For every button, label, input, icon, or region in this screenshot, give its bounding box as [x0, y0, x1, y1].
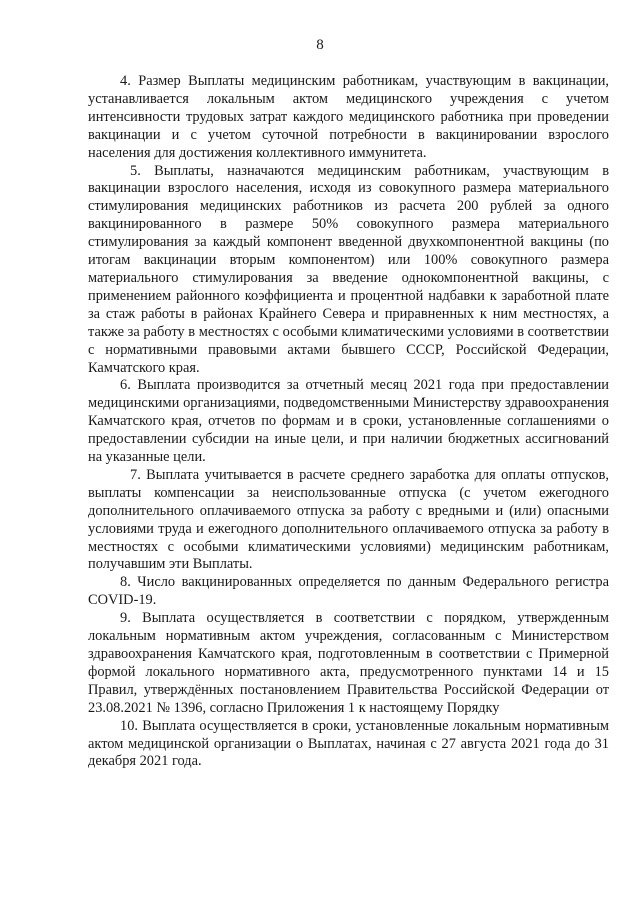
paragraph-7: 7. Выплата учитывается в расчете среднего заработка для оплаты отпусков, выплаты компенсации за неиспользованные отпуска (с учетом ежегодного дополнительного оплачиваемого отпуска за работу с вредными и (или) опасными условиями труда и ежегодного дополнительного оплачиваемого отпуска за работу в местностях с особыми климатическими условиями) медицинским работникам, получавшим эти Выплаты. [88, 466, 609, 573]
page-number: 8 [316, 37, 324, 53]
document-body [88, 73, 609, 771]
paragraph-6: 6. Выплата производится за отчетный месяц 2021 года при предоставлении медицинскими организациями, подведомственными Министерству здравоохранения Камчатского края, отчетов по формам и в сроки, установленные соглашениями о предоставлении субсидии на иные цели, и при наличии бюджетных ассигнований на указанные цели. [88, 377, 609, 466]
paragraph-8: 8. Число вакцинированных определяется по данным Федерального регистра COVID-19. [88, 574, 609, 609]
paragraph-10: 10. Выплата осуществляется в сроки, установленные локальным нормативным актом медицинской организации о Выплатах, начиная с 27 августа 2021 года до 31 декабря 2021 года. [88, 717, 609, 770]
paragraph-5: 5. Выплаты, назначаются медицинским работникам, участвующим в вакцинации взрослого населения, исходя из совокупного размера материального стимулирования медицинских работников из расчета 200 рублей за одного вакцинированного в размере 50% совокупного размера материального стимулирования за каждый компонент введенной двухкомпонентной вакцины (по итогам вакцинации вторым компонентом) или 100% совокупного размера материального стимулирования за введение однокомпонентной вакцины, с применением районного коэффициента и процентной надбавки к заработной плате за стаж работы в районах Крайнего Севера и приравненных к ним местностях, а также за работу в местностях с особыми климатическими условиями в соответствии с нормативными правовыми актами бывшего СССР, Российской Федерации, Камчатского края. [88, 162, 609, 376]
paragraph-4: 4. Размер Выплаты медицинским работникам, участвующим в вакцинации, устанавливается локальным актом медицинского учреждения с учетом интенсивности трудовых затрат каждого медицинского работника при проведении вакцинации и с учетом суточной потребности в вакцинировании взрослого населения для достижения коллективного иммунитета. [88, 73, 609, 161]
paragraph-9: 9. Выплата осуществляется в соответствии с порядком, утвержденным локальным нормативным актом учреждения, согласованным с Министерством здравоохранения Камчатского края, подготовленным в соответствии с Примерной формой локального нормативного акта, предусмотренного пунктами 14 и 15 Правил, утверждённых постановлением Правительства Российской Федерации от 23.08.2021 № 1396, согласно Приложения 1 к настоящему Порядку [88, 610, 609, 716]
